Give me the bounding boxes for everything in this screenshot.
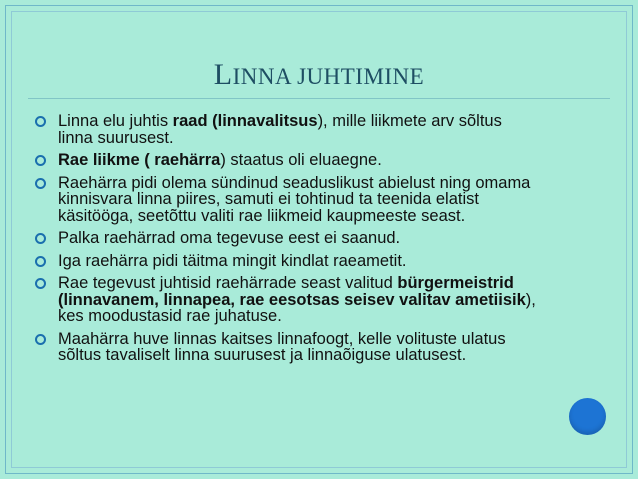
title-rest: INNA JUHTIMINE — [232, 64, 425, 89]
ring-bullet-icon — [35, 116, 46, 127]
bullet-text: ), mille liikmete arv sõltus linna suurusest. — [58, 112, 502, 147]
ring-bullet-icon — [35, 178, 46, 189]
ring-bullet-icon — [35, 278, 46, 289]
bullet-text-bold: raad (linnavalitsus — [172, 112, 318, 130]
bullet-text: Palka raehärrad oma tegevuse eest ei saanud. — [58, 229, 401, 247]
ring-bullet-icon — [35, 233, 46, 244]
bullet-text: Maahärra huve linnas kaitses linnafoogt, kelle volituste ulatus sõltus tavaliselt linna suurusest ja linnaõiguse ulatusest. — [58, 329, 506, 364]
bullet-text: Linna elu juhtis — [58, 112, 173, 130]
bullet-text: Iga raehärra pidi täitma mingit kindlat raeametit. — [58, 251, 407, 270]
bullet-text: ), kes moodustasid rae juhatuse. — [58, 290, 536, 325]
title-initial: L — [213, 58, 233, 91]
slide-title — [0, 58, 638, 92]
bullet-text: ) staatus oli eluaegne. — [220, 151, 382, 169]
bullet-item — [34, 152, 539, 169]
bullet-item — [34, 113, 539, 146]
ring-bullet-icon — [35, 334, 46, 345]
bullet-list — [34, 113, 539, 370]
bullet-item — [34, 331, 539, 364]
bullet-text-bold: bürgermeistrid (linnavanem, linnapea, rae eesotsas seisev valitav ametiisik — [58, 274, 526, 309]
bullet-text: Raehärra pidi olema sündinud seaduslikust abielust ning omama kinnisvara linna piires, samuti ei tohtinud ta teenida elatist käsitööga, seetõttu valiti rae liikmeid kaupmeeste seast. — [58, 173, 531, 225]
decorative-circle — [569, 398, 606, 435]
title-divider — [28, 98, 610, 99]
ring-bullet-icon — [35, 155, 46, 166]
bullet-item — [34, 230, 539, 247]
bullet-item — [34, 175, 539, 225]
bullet-text: Rae tegevust juhtisid raehärrade seast valitud — [58, 274, 398, 292]
bullet-item — [34, 253, 539, 270]
bullet-item — [34, 275, 539, 325]
ring-bullet-icon — [35, 256, 46, 267]
bullet-text-bold: Rae liikme ( raehärra — [58, 151, 221, 169]
